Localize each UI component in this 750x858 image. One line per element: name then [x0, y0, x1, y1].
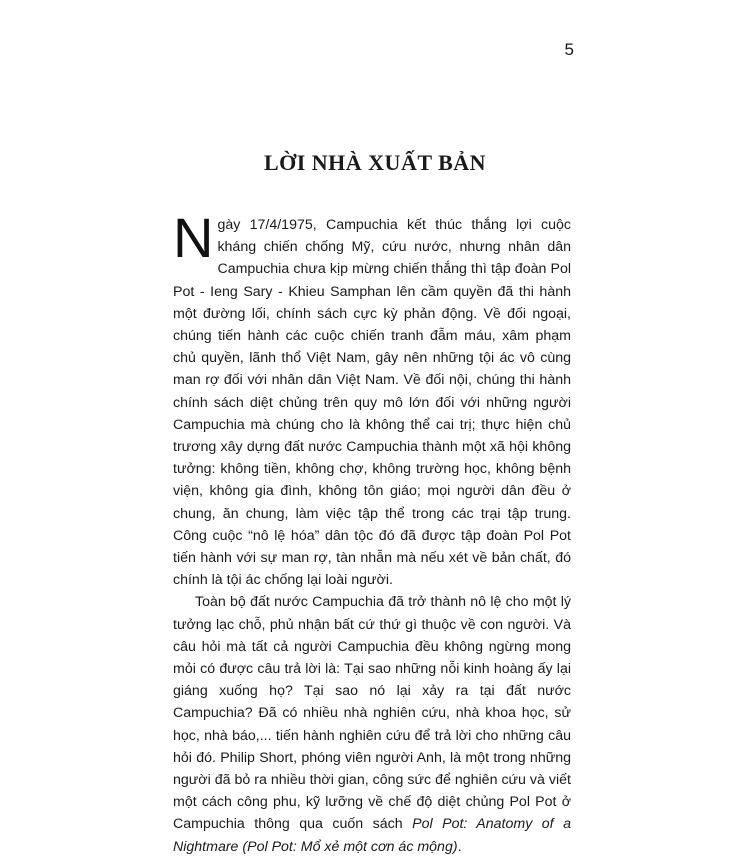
- paragraph-1-text: gày 17/4/1975, Campuchia kết thúc thắng lợi cuộc kháng chiến chống Mỹ, cứu nước, nhưng nhân dân Campuchia chưa kịp mừng chiến thắng thì tập đoàn Pol Pot - Ieng Sary - Khieu Samphan lên cầm quyền đã thi hành một đường lối, chính sách cực kỳ phản động. Về đối ngoại, chúng tiến hành các cuộc chiến tranh đẫm máu, xâm phạm chủ quyền, lãnh thổ Việt Nam, gây nên những tội ác vô cùng man rợ đối với nhân dân Việt Nam. Về đối nội, chúng thi hành chính sách diệt chủng trên quy mô lớn đối với những người Campuchia mà chúng cho là không thể cai trị; thực hiện chủ trương xây dựng đất nước Campuchia thành một xã hội không tưởng: không tiền, không chợ, không trường học, không bệnh viện, không gia đình, không tôn giáo; mọi người dân đều ở chung, ăn chung, làm việc tập thể trong các trại tập trung. Công cuộc “nô lệ hóa” dân tộc đó đã được tập đoàn Pol Pot tiến hành với sự man rợ, tàn nhẫn mà nếu xét về bản chất, đó chính là tội ác chống lại loài người.: [173, 217, 571, 589]
- paragraph-2-text: Toàn bộ đất nước Campuchia đã trở thành nô lệ cho một lý tưởng lạc chỗ, phủ nhận bất cứ thứ gì thuộc về con người. Và câu hỏi mà tất cả người Campuchia đều không ngừng mong mỏi có được câu trả lời là: Tại sao những nỗi kinh hoàng ấy lại giáng xuống họ? Tại sao nó lại xảy ra tại đất nước Campuchia? Đã có nhiều nhà nghiên cứu, nhà khoa học, sử học, nhà báo,... tiến hành nghiên cứu để trả lời cho những câu hỏi đó. Philip Short, phóng viên người Anh, là một trong những người đã bỏ ra nhiều thời gian, công sức để nghiên cứu và viết một cách công phu, kỹ lưỡng về chế độ diệt chủng Pol Pot ở Campuchia thông qua cuốn sách: [173, 594, 571, 833]
- paragraph-2: [173, 591, 571, 857]
- book-title-vietnamese: (Pol Pot: Mổ xẻ một cơn ác mộng): [242, 838, 458, 855]
- paragraph-1: [173, 206, 571, 591]
- paragraph-2-ending: .: [457, 838, 462, 855]
- drop-cap: N: [173, 206, 214, 269]
- book-title: Pol Pot: Anatomy of a Nightmare: [173, 816, 571, 855]
- page-title: LỜI NHÀ XUẤT BẢN: [263, 150, 487, 175]
- body-text: [173, 206, 571, 858]
- page-number: 5: [564, 40, 574, 59]
